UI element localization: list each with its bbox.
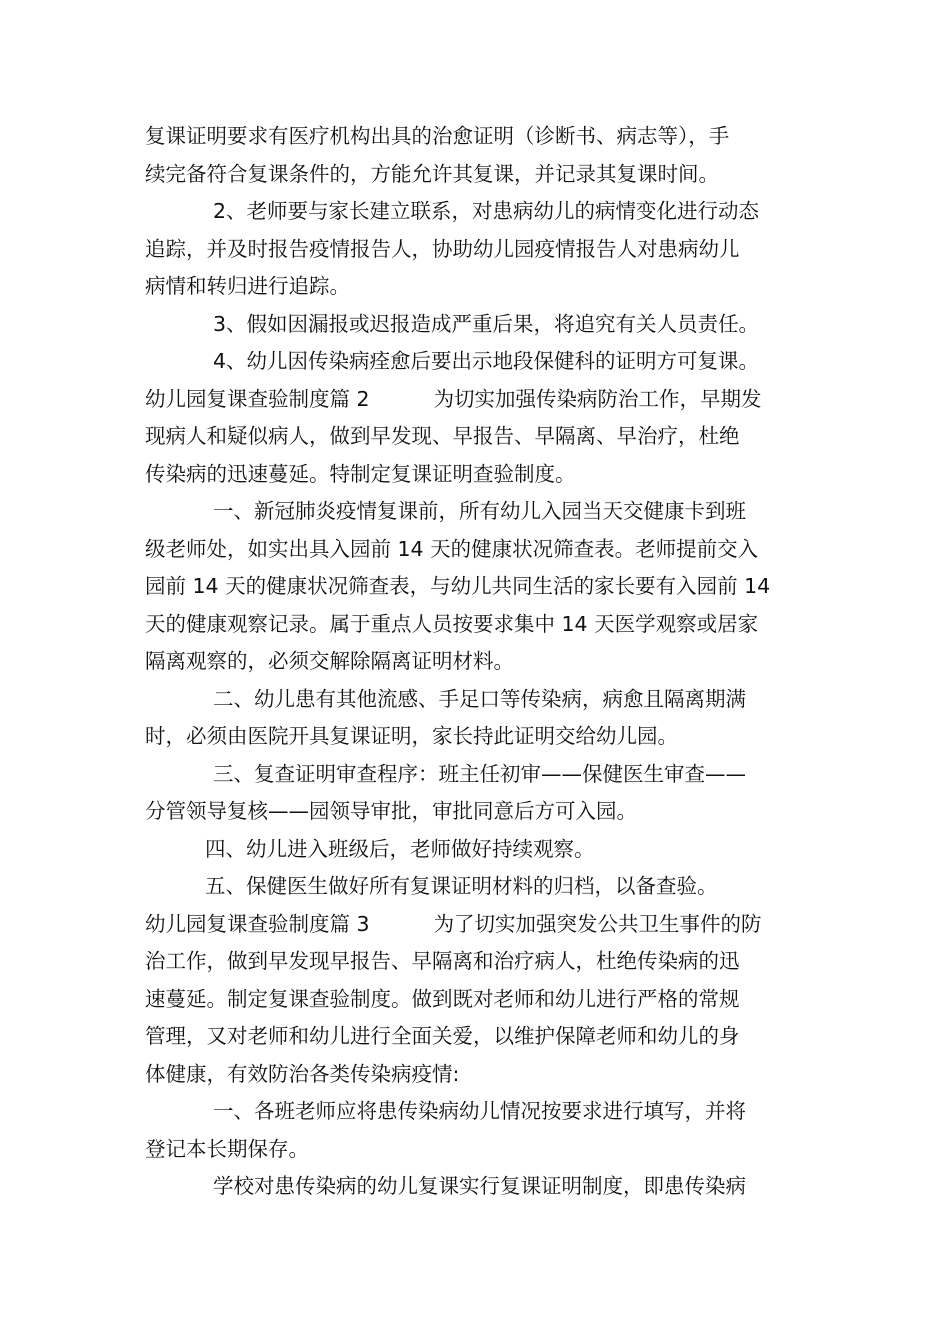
text-line: 病情和转归进行追踪。	[145, 274, 350, 298]
text-line: 传染病的迅速蔓延。特制定复课证明查验制度。	[145, 461, 576, 486]
text-line: 管理，又对老师和幼儿进行全面关爱，以维护保障老师和幼儿的身	[145, 1024, 740, 1048]
text-line: 一、各班老师应将患传染病幼儿情况按要求进行填写，并将	[213, 1099, 746, 1123]
section-intro-text: 为了切实加强突发公共卫生事件的防	[433, 911, 762, 936]
section-heading: 幼儿园复课查验制度篇 3	[145, 911, 370, 936]
text-line: 分管领导复核——园领导审批，审批同意后方可入园。	[145, 799, 637, 823]
text-line: 五、保健医生做好所有复课证明材料的归档，以备查验。	[205, 874, 718, 898]
text-line: 学校对患传染病的幼儿复课实行复课证明制度，即患传染病	[213, 1174, 746, 1198]
section-heading-line	[145, 906, 805, 944]
text-line: 速蔓延。制定复课查验制度。做到既对老师和幼儿进行严格的常规	[145, 986, 740, 1011]
text-line: 续完备符合复课条件的，方能允许其复课，并记录其复课时间。	[145, 161, 719, 186]
text-line: 复课证明要求有医疗机构出具的治愈证明（诊断书、病志等），手	[145, 124, 730, 148]
text-line: 天的健康观察记录。属于重点人员按要求集中 14 天医学观察或居家	[145, 611, 759, 636]
section-intro-text: 为切实加强传染病防治工作，早期发	[433, 386, 762, 411]
text-line: 4、幼儿因传染病痊愈后要出示地段保健科的证明方可复课。	[213, 349, 760, 373]
section-heading-line	[145, 381, 805, 419]
text-line: 体健康，有效防治各类传染病疫情:	[145, 1061, 460, 1086]
text-line: 2、老师要与家长建立联系，对患病幼儿的病情变化进行动态	[213, 199, 760, 223]
text-line: 二、幼儿患有其他流感、手足口等传染病，病愈且隔离期满	[213, 686, 746, 711]
text-line: 3、假如因漏报或迟报造成严重后果，将追究有关人员责任。	[213, 311, 760, 336]
text-line: 登记本长期保存。	[145, 1136, 309, 1161]
text-line: 四、幼儿进入班级后，老师做好持续观察。	[205, 836, 595, 861]
text-line: 园前 14 天的健康状况筛查表，与幼儿共同生活的家长要有入园前 14	[145, 574, 771, 598]
text-line: 一、新冠肺炎疫情复课前，所有幼儿入园当天交健康卡到班	[213, 499, 746, 523]
text-line: 时，必须由医院开具复课证明，家长持此证明交给幼儿园。	[145, 724, 678, 748]
text-line: 现病人和疑似病人，做到早发现、早报告、早隔离、早治疗，杜绝	[145, 424, 740, 448]
text-line: 隔离观察的，必须交解除隔离证明材料。	[145, 649, 514, 673]
section-heading: 幼儿园复课查验制度篇 2	[145, 386, 370, 411]
text-line: 级老师处，如实出具入园前 14 天的健康状况筛查表。老师提前交入	[145, 536, 759, 561]
text-line: 治工作，做到早发现早报告、早隔离和治疗病人，杜绝传染病的迅	[145, 949, 740, 973]
text-line: 追踪，并及时报告疫情报告人，协助幼儿园疫情报告人对患病幼儿	[145, 236, 740, 261]
text-line: 三、复查证明审查程序：班主任初审——保健医生审查——	[213, 761, 746, 786]
document-body	[145, 118, 805, 1206]
